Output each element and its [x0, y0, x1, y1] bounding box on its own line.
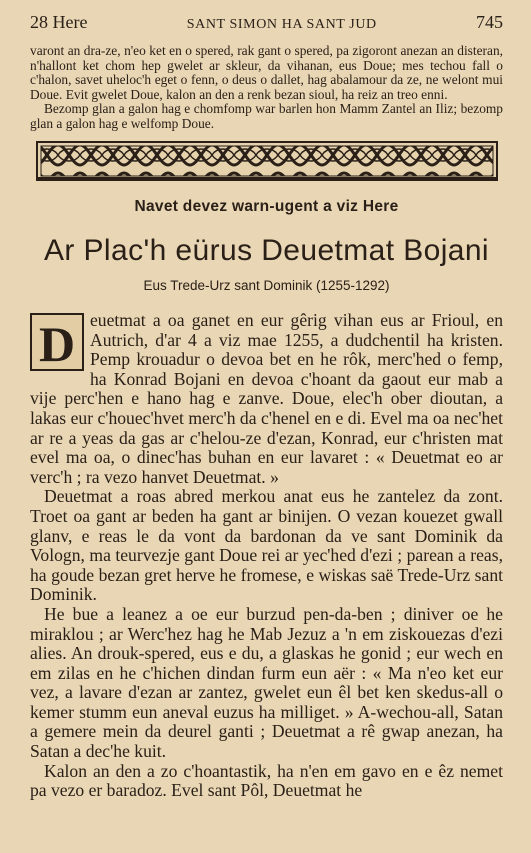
page-number: 745: [476, 12, 503, 32]
body-paragraph: He bue a leanez a oe eur burzud pen-da-ben ; diniver oe he miraklou ; ar Werc'hez hag he Mab Jezuz a 'n em ziskouezas d'ezi alies. An drouk-spered, eus e du, a glaskas he gonid ; eur wech en em zilas en he c'hichen dindan furm eun aër : « Ma n'eo ket eur vez, a lavare d'ezan ar zantez, gwelet eun êl bet ken skedus-all o kemer stumm eun aneval euzus ha milliget. » A-wechou-all, Satan a gemere mein da deurel ganti ; Deuetmat a rê gwap anezan, ha Satan a dec'he kuit.: [30, 603, 503, 762]
drop-cap-letter: D: [38, 316, 76, 372]
main-text: [30, 311, 503, 801]
feast-day-heading: Navet devez warn-ugent a viz Here: [134, 198, 399, 215]
body-paragraph: euetmat a oa ganet en eur gêrig vihan eus ar Frioul, en Autrich, d'ar 4 a viz mae 1255, a dudchentil ha kristen. Pemp krouadur o devoa bet en he rôk, merc'hed o femp, ha Konrad Bojani en devoa c'hoant da gaout eur mab a vije perc'hen e hano hag e zanve. Doue, elec'h ober dioutan, a lakas eur c'houec'hvet merc'h da c'henel en e di. Evel ma oa nec'het ar re a yeas da gas ar c'helou-ze d'ezan, Konrad, eur c'hristen mat evel ma oa, o dinec'has buhan en eur lavaret : « Deuetmat eo ar verc'h ; ra vezo hanvet Deuetmat. »: [30, 310, 503, 487]
header-date: 28 Here: [30, 12, 88, 32]
body-paragraph: Kalon an den a zo c'hoantastik, ha n'en em gavo en e êz nemet pa vezo er baradoz. Evel sant Pôl, Deuetmat he: [30, 760, 503, 801]
drop-cap: [30, 313, 84, 371]
celtic-knot-ornament: [36, 141, 498, 181]
chapter-title: Ar Plac'h eürus Deuetmat Bojani: [43, 234, 489, 267]
body-paragraph: Deuetmat a roas abred merkou anat eus he zantelez da zont. Troet oa gant ar beden ha gant ar binijen. O vezan kouezet gwall glanv, e reas le da vont da bardonan da ve sant Dominik da Vologn, ma teurvezje gant Doue rei ar yec'hed d'ezi ; parean a reas, ha goude bezan gret herve he fromese, e wiskas saë Trede-Urz sant Dominik.: [30, 486, 503, 605]
running-header: [30, 0, 503, 40]
header-title: SANT SIMON HA SANT JUD: [186, 17, 377, 32]
chapter-subtitle: Eus Trede-Urz sant Dominik (1255-1292): [143, 278, 390, 293]
prelude-paragraph: Bezomp glan a galon hag e chomfomp war barlen hon Mamm Zantel an Iliz; bezomp glan a galon hag e welfomp Doue.: [30, 101, 503, 131]
prelude-text: [30, 44, 503, 131]
prelude-paragraph: varont an dra-ze, n'eo ket en o spered, rak gant o spered, pa zigoront anezan an disteran, n'hallont ket chom hep gwelet ar skleur, da vihanan, eus Doue; mes techou fall o c'halon, savet uheloc'h eget o fenn, o deus o dallet, hag abalamour da ze, ne welont mui Doue. Evit gwelet Doue, kalon an den a renk bezan sioul, ha reiz an treo enni.: [30, 43, 503, 102]
